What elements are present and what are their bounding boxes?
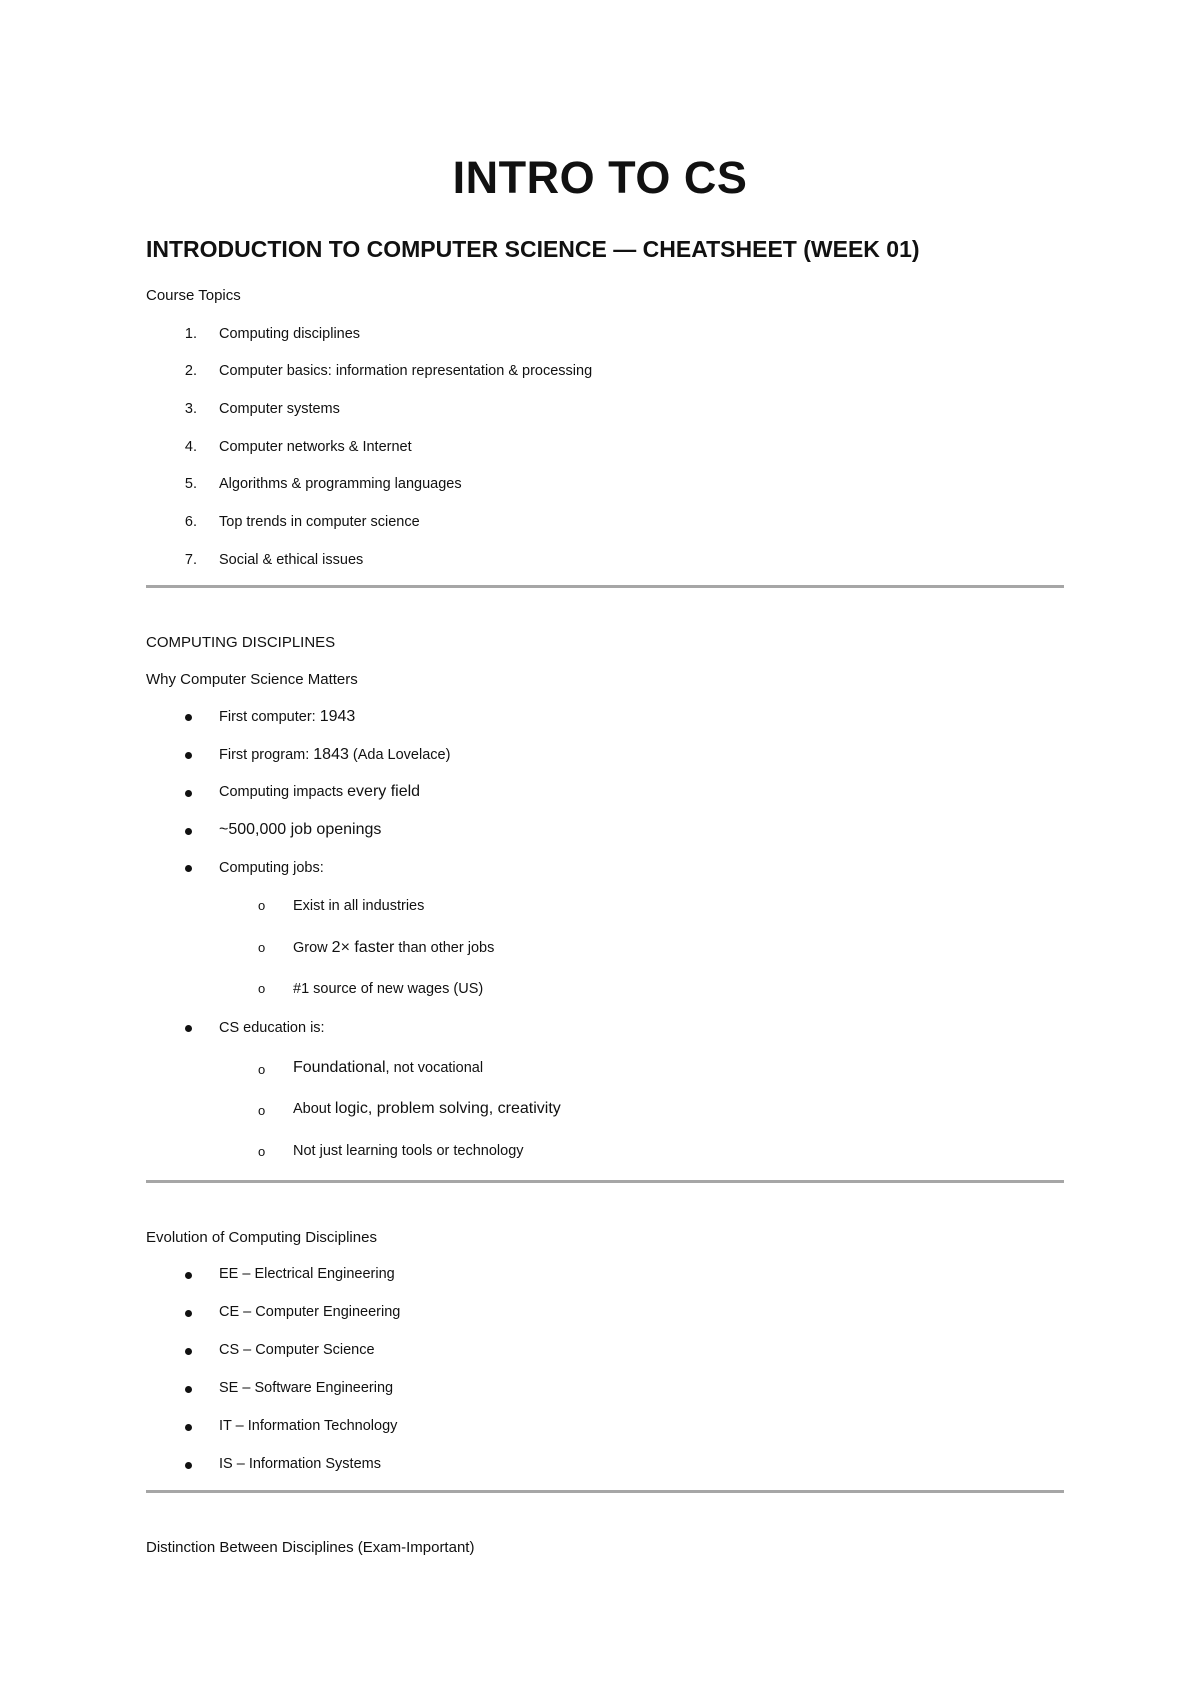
item-emphasis: logic, problem solving, creativity xyxy=(334,1100,561,1117)
discipline-item xyxy=(219,1380,393,1396)
item-emphasis: every field xyxy=(347,783,421,800)
topic-text: Social & ethical issues xyxy=(219,552,364,568)
document-subtitle: INTRODUCTION TO COMPUTER SCIENCE — CHEATSHEET (WEEK 01) xyxy=(146,236,920,262)
bullet-dot xyxy=(185,790,192,797)
bullet-dot xyxy=(185,1348,192,1355)
discipline-item xyxy=(219,1266,395,1282)
topic-number: 7. xyxy=(184,552,197,568)
list-item: ~500,000 job openings xyxy=(219,821,382,838)
topic-text: Computer systems xyxy=(219,401,340,417)
bullet-dot xyxy=(185,752,192,759)
list-item xyxy=(219,783,420,801)
heading-evolution: Evolution of Computing Disciplines xyxy=(146,1229,377,1246)
item-emphasis: Foundational xyxy=(293,1059,386,1076)
item-text: (Ada Lovelace) xyxy=(348,747,451,763)
sub-list-item xyxy=(293,939,494,957)
item-text: Computing impacts xyxy=(219,784,348,800)
topic-number: 3. xyxy=(184,401,197,417)
sub-bullet: o xyxy=(258,1062,266,1077)
discipline-abbr: EE xyxy=(219,1266,239,1282)
course-topics-label: Course Topics xyxy=(146,287,241,304)
list-item: Computing jobs: xyxy=(219,860,324,876)
bullet-dot xyxy=(185,1424,192,1431)
heading-distinction: Distinction Between Disciplines (Exam-Important) xyxy=(146,1539,475,1556)
section-divider xyxy=(146,1490,1064,1493)
bullet-dot xyxy=(185,865,192,872)
discipline-desc: – Electrical Engineering xyxy=(238,1266,395,1282)
discipline-abbr: IT xyxy=(219,1418,232,1434)
list-item xyxy=(219,708,355,726)
sub-bullet: o xyxy=(258,1103,266,1118)
discipline-desc: – Software Engineering xyxy=(238,1380,394,1396)
discipline-desc: – Information Systems xyxy=(232,1456,381,1472)
list-item xyxy=(219,746,450,764)
topic-text: Algorithms & programming languages xyxy=(219,476,462,492)
topic-number: 4. xyxy=(184,439,197,455)
topic-number: 5. xyxy=(184,476,197,492)
discipline-abbr: CS xyxy=(219,1342,240,1358)
section-label-computing-disciplines: COMPUTING DISCIPLINES xyxy=(146,634,336,651)
topic-text: Computer networks & Internet xyxy=(219,439,412,455)
list-item: CS education is: xyxy=(219,1020,325,1036)
discipline-abbr: SE xyxy=(219,1380,239,1396)
topic-number: 1. xyxy=(184,326,197,342)
sub-bullet: o xyxy=(258,1144,266,1159)
discipline-item xyxy=(219,1418,397,1434)
discipline-abbr: CE xyxy=(219,1304,240,1320)
section-divider xyxy=(146,585,1064,588)
document-title: INTRO TO CS xyxy=(452,152,748,203)
topic-text: Computing disciplines xyxy=(219,326,361,342)
sub-list-item xyxy=(293,1100,561,1118)
discipline-abbr: IS xyxy=(219,1456,233,1472)
sub-list-item: #1 source of new wages (US) xyxy=(293,981,484,997)
sub-list-item: Exist in all industries xyxy=(293,898,425,914)
discipline-item xyxy=(219,1456,381,1472)
sub-list-item xyxy=(293,1059,483,1077)
item-text: , not vocational xyxy=(385,1060,484,1076)
bullet-dot xyxy=(185,1025,192,1032)
bullet-dot xyxy=(185,828,192,835)
item-emphasis: 2× faster xyxy=(331,939,395,956)
bullet-dot xyxy=(185,1310,192,1317)
bullet-dot xyxy=(185,714,192,721)
sub-bullet: o xyxy=(258,898,266,913)
sub-list-item: Not just learning tools or technology xyxy=(293,1143,524,1159)
bullet-dot xyxy=(185,1386,192,1393)
item-text: Grow xyxy=(293,940,332,956)
topic-number: 6. xyxy=(184,514,197,530)
topic-text: Computer basics: information representation & processing xyxy=(219,363,593,379)
item-text: First computer: xyxy=(219,709,320,725)
item-text: than other jobs xyxy=(394,940,495,956)
sub-bullet: o xyxy=(258,940,266,955)
item-text: About xyxy=(293,1101,335,1117)
discipline-item xyxy=(219,1342,375,1358)
topic-text: Top trends in computer science xyxy=(219,514,420,530)
heading-why-cs-matters: Why Computer Science Matters xyxy=(146,671,358,688)
discipline-desc: – Computer Engineering xyxy=(239,1304,401,1320)
section-divider xyxy=(146,1180,1064,1183)
item-emphasis: 1943 xyxy=(319,708,356,725)
bullet-dot xyxy=(185,1272,192,1279)
discipline-item xyxy=(219,1304,400,1320)
item-text: First program: xyxy=(219,747,314,763)
bullet-dot xyxy=(185,1462,192,1469)
topic-number: 2. xyxy=(184,363,197,379)
item-emphasis: 1843 xyxy=(313,746,349,763)
sub-bullet: o xyxy=(258,981,266,996)
discipline-desc: – Information Technology xyxy=(231,1418,398,1434)
discipline-desc: – Computer Science xyxy=(239,1342,375,1358)
